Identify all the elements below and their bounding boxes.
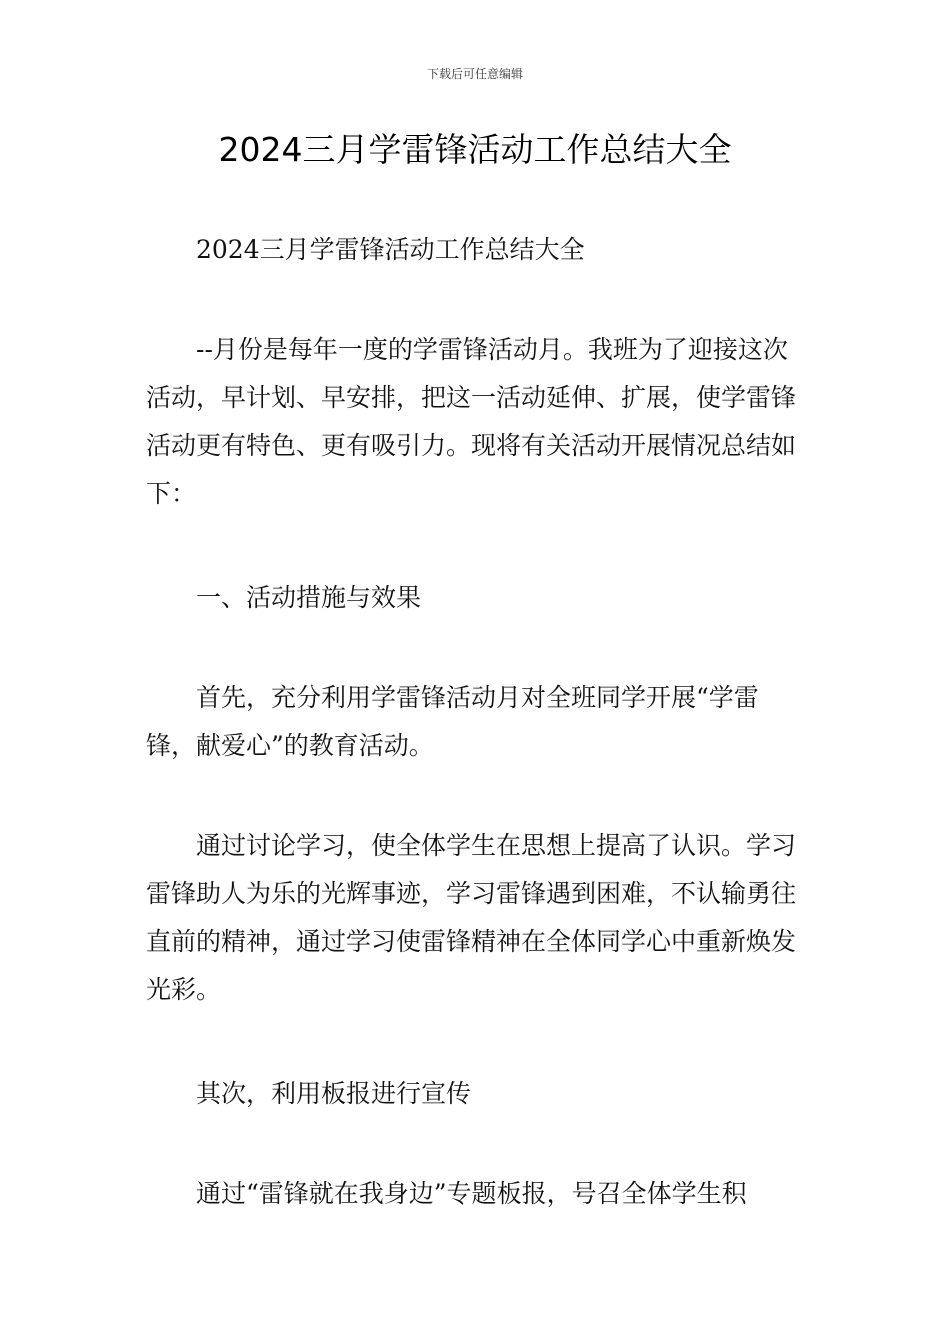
paragraph-subtitle: 2024三月学雷锋活动工作总结大全 [196, 235, 585, 264]
paragraph-discussion: 通过讨论学习，使全体学生在思想上提高了认识。学习雷锋助人为乐的光辉事迹，学习雷锋遇到困难，不认输勇往直前的精神，通过学习使雷锋精神在全体同学心中重新焕发光彩。 [146, 831, 797, 1004]
paragraph-second: 其次，利用板报进行宣传 [196, 1079, 472, 1108]
document-title: 2024三月学雷锋活动工作总结大全 [218, 130, 732, 169]
paragraph-intro: --月份是每年一度的学雷锋活动月。我班为了迎接这次活动，早计划、早安排，把这一活动延伸、扩展，使学雷锋活动更有特色、更有吸引力。现将有关活动开展情况总结如下： [146, 335, 797, 508]
header-note: 下载后可任意编辑 [426, 67, 523, 81]
paragraph-blackboard: 通过“雷锋就在我身边”专题板报，号召全体学生积 [196, 1179, 747, 1208]
section-heading: 一、活动措施与效果 [196, 583, 422, 612]
paragraph-first: 首先，充分利用学雷锋活动月对全班同学开展“学雷锋，献爱心”的教育活动。 [146, 683, 759, 760]
